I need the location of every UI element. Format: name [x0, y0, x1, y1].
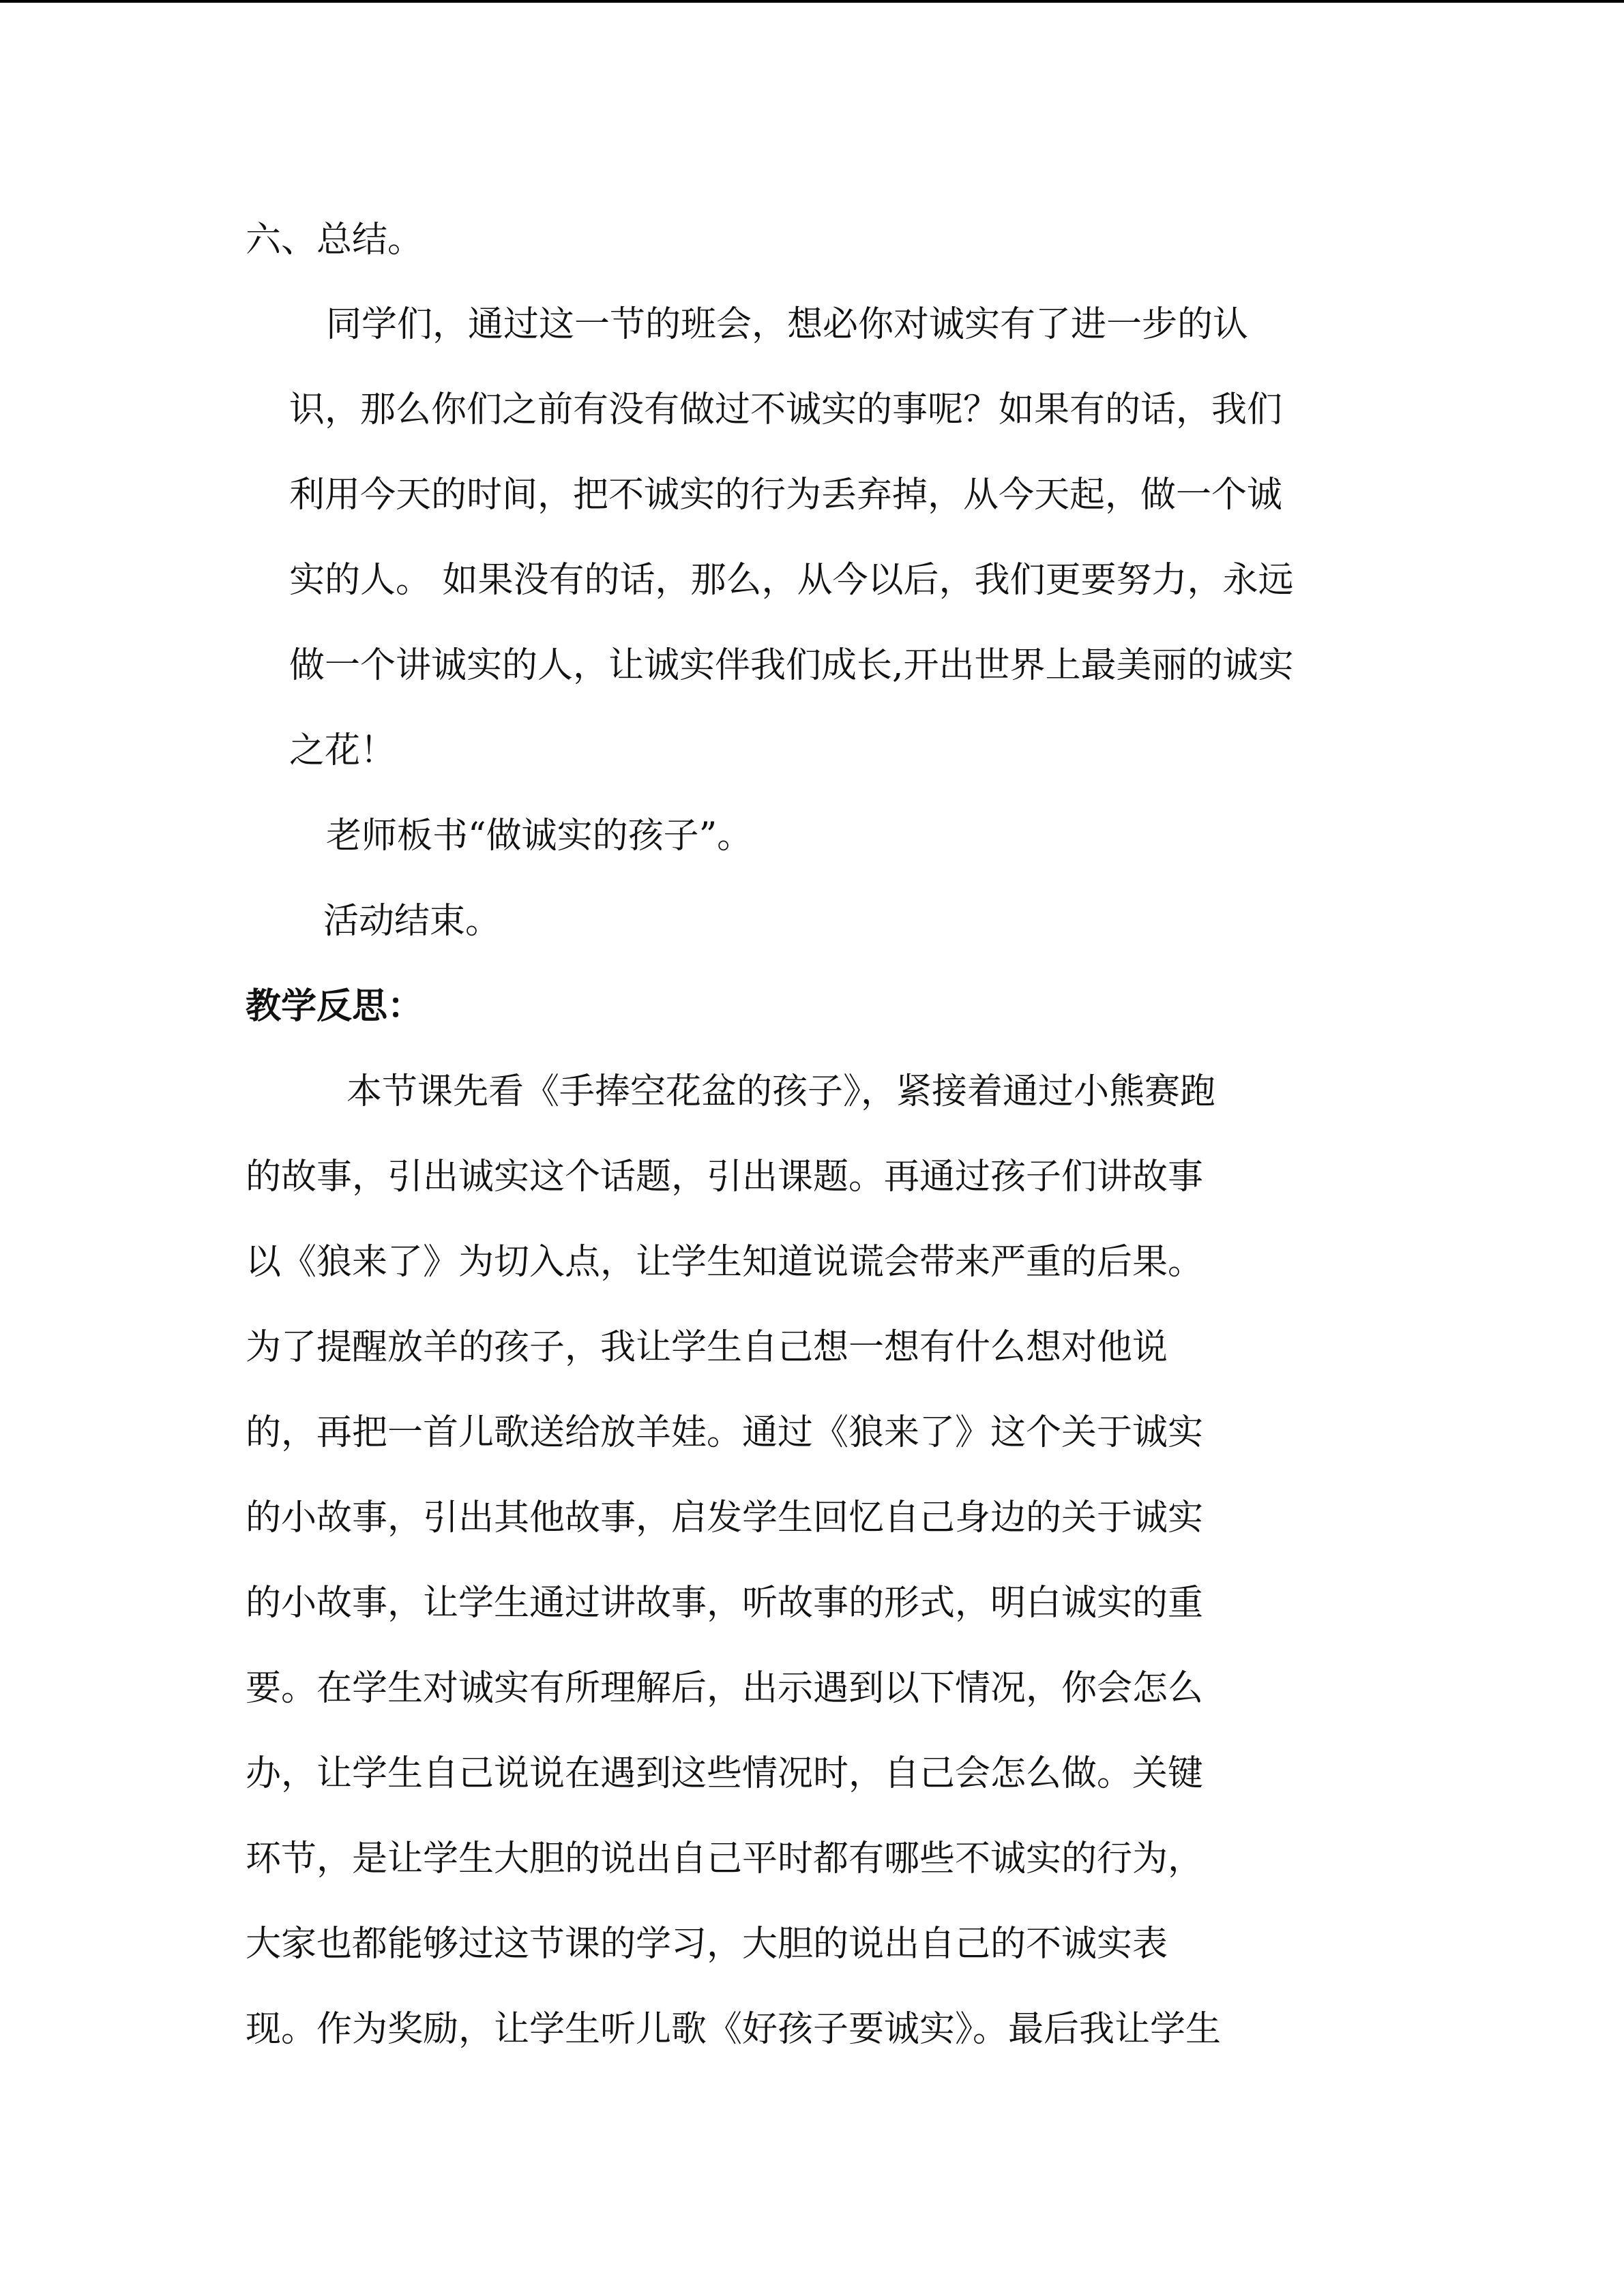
summary-paragraph-line: 同学们，通过这一节的班会，想必你对诚实有了进一步的认: [326, 304, 1249, 345]
reflection-paragraph-line: 的故事，引出诚实这个话题，引出课题。再通过孩子们讲故事: [246, 1157, 1204, 1197]
reflection-heading: 教学反思：: [246, 985, 424, 1027]
reflection-paragraph-line: 办，让学生自己说说在遇到这些情况时，自己会怎么做。关键: [246, 1753, 1204, 1794]
reflection-paragraph-line: 为了提醒放羊的孩子，我让学生自己想一想有什么想对他说: [246, 1327, 1168, 1368]
page-top-border: [0, 0, 1624, 3]
reflection-paragraph-line: 的，再把一首儿歌送给放羊娃。通过《狼来了》这个关于诚实: [246, 1412, 1204, 1453]
summary-paragraph-line: 识，那么你们之前有没有做过不诚实的事呢？如果有的话，我们: [289, 389, 1283, 430]
reflection-paragraph-line: 环节，是让学生大胆的说出自己平时都有哪些不诚实的行为，: [246, 1838, 1204, 1879]
board-writing-text: 老师板书“做诚实的孩子”。: [326, 816, 753, 856]
summary-paragraph-line: 实的人。 如果没有的话，那么，从今以后，我们更要努力，永远: [289, 560, 1294, 601]
reflection-paragraph-line: 大家也都能够过这节课的学习，大胆的说出自己的不诚实表: [246, 1924, 1168, 1965]
section-six-heading: 六、总结。: [246, 220, 424, 260]
reflection-paragraph-line: 以《狼来了》为切入点，让学生知道说谎会带来严重的后果。: [246, 1242, 1204, 1283]
reflection-paragraph-line: 的小故事，让学生通过讲故事，听故事的形式，明白诚实的重: [246, 1583, 1204, 1624]
activity-end-text: 活动结束。: [323, 901, 501, 942]
summary-paragraph-line: 做一个讲诚实的人，让诚实伴我们成长,开出世界上最美丽的诚实: [289, 645, 1294, 686]
reflection-paragraph-line: 的小故事，引出其他故事，启发学生回忆自己身边的关于诚实: [246, 1497, 1204, 1538]
reflection-paragraph-line: 要。在学生对诚实有所理解后，出示遇到以下情况，你会怎么: [246, 1668, 1204, 1709]
summary-paragraph-line: 利用今天的时间，把不诚实的行为丢弃掉，从今天起，做一个诚: [289, 475, 1283, 516]
summary-paragraph-line: 之花！: [289, 730, 396, 771]
reflection-paragraph-line: 现。作为奖励，让学生听儿歌《好孩子要诚实》。最后我让学生: [246, 2009, 1222, 2050]
reflection-paragraph-line: 本节课先看《手捧空花盆的孩子》，紧接着通过小熊赛跑: [346, 1071, 1216, 1112]
